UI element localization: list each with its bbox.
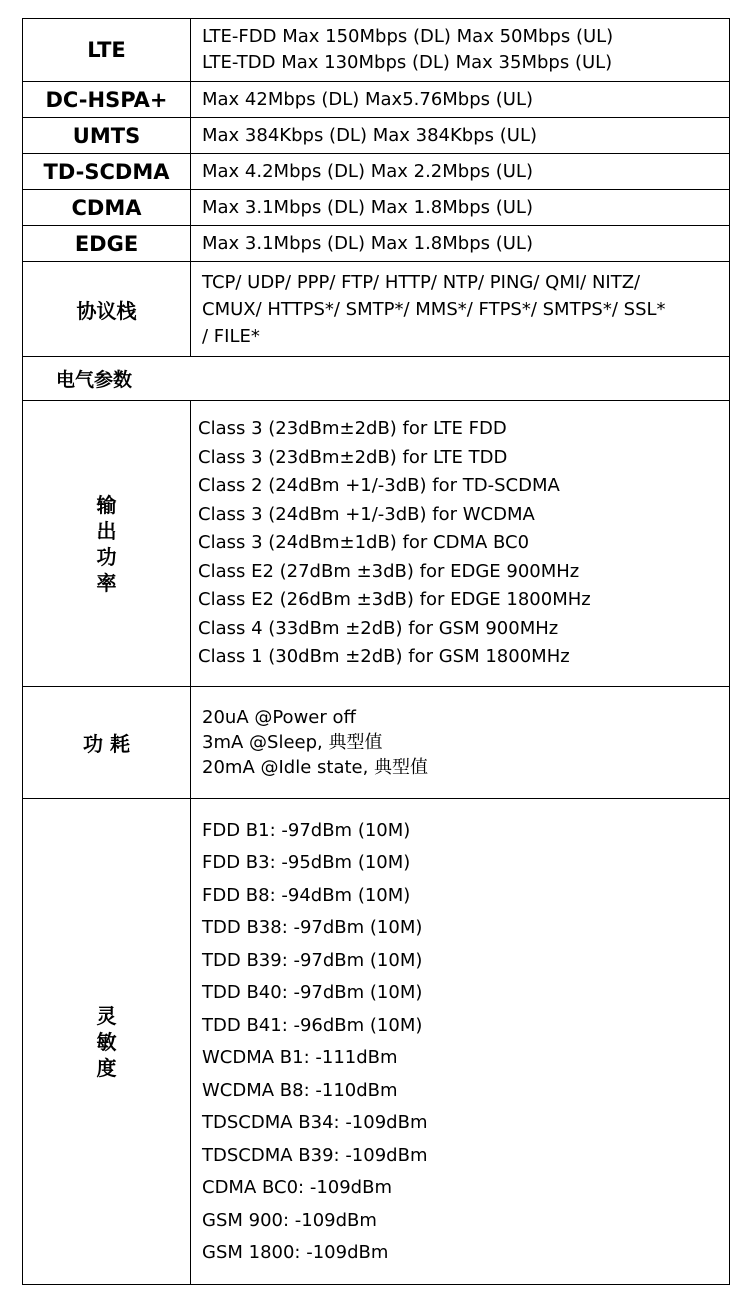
row-value-dchspa xyxy=(191,82,729,117)
sensitivity-line: FDD B1: -97dBm (10M) xyxy=(202,819,411,841)
label-char: 率 xyxy=(96,570,117,595)
row-value-cdma xyxy=(191,190,729,225)
row-value-umts xyxy=(191,118,729,153)
protocol-line: CMUX/ HTTPS*/ SMTP*/ MMS*/ FTPS*/ SMTPS*/ SSL* xyxy=(202,298,666,320)
row-label-umts: UMTS xyxy=(23,118,191,153)
sensitivity-line: TDSCDMA B39: -109dBm xyxy=(202,1144,428,1166)
label-char: 出 xyxy=(96,518,117,543)
power-line: 20uA @Power off xyxy=(202,707,356,728)
table-row-sensitivity xyxy=(23,799,729,1285)
row-label-protocol: 协议栈 xyxy=(23,262,191,356)
sensitivity-line: WCDMA B8: -110dBm xyxy=(202,1079,398,1101)
sensitivity-line: FDD B3: -95dBm (10M) xyxy=(202,852,411,873)
label-char: 敏 xyxy=(96,1030,117,1054)
label-char: 度 xyxy=(96,1056,117,1080)
label-char: 输 xyxy=(96,492,117,517)
table-row-cdma xyxy=(23,190,729,226)
table-row-protocol xyxy=(23,262,729,357)
row-value-output-power xyxy=(191,401,729,686)
value-text: Max 4.2Mbps (DL) Max 2.2Mbps (UL) xyxy=(202,161,533,182)
sensitivity-line: GSM 900: -109dBm xyxy=(202,1209,377,1231)
value-text: Max 3.1Mbps (DL) Max 1.8Mbps (UL) xyxy=(202,233,533,254)
output-power-line: Class 3 (23dBm±2dB) for LTE TDD xyxy=(198,446,508,468)
output-power-line: Class 4 (33dBm ±2dB) for GSM 900MHz xyxy=(198,617,559,639)
sensitivity-line: TDD B39: -97dBm (10M) xyxy=(202,949,423,971)
table-row-edge xyxy=(23,226,729,262)
row-label-power-consumption: 功 耗 xyxy=(23,687,191,798)
sensitivity-line: FDD B8: -94dBm (10M) xyxy=(202,884,411,906)
output-power-line: Class 3 (23dBm±2dB) for LTE FDD xyxy=(198,418,507,440)
sensitivity-line: TDSCDMA B34: -109dBm xyxy=(202,1112,428,1133)
spec-table xyxy=(22,18,730,1285)
sensitivity-line: TDD B38: -97dBm (10M) xyxy=(202,917,423,938)
table-row-power-consumption xyxy=(23,687,729,799)
row-value-sensitivity xyxy=(191,799,729,1285)
row-value-lte xyxy=(191,19,729,81)
table-row-dchspa xyxy=(23,82,729,118)
row-label-cdma: CDMA xyxy=(23,190,191,225)
row-label-dchspa: DC-HSPA+ xyxy=(23,82,191,117)
sensitivity-line: GSM 1800: -109dBm xyxy=(202,1242,389,1263)
output-power-line: Class 2 (24dBm +1/-3dB) for TD-SCDMA xyxy=(198,475,560,497)
table-row-tdscdma xyxy=(23,154,729,190)
protocol-line: TCP/ UDP/ PPP/ FTP/ HTTP/ NTP/ PING/ QMI/ NITZ/ xyxy=(202,271,641,293)
row-label-lte: LTE xyxy=(23,19,191,81)
lte-line: LTE-FDD Max 150Mbps (DL) Max 50Mbps (UL) xyxy=(202,26,614,47)
table-row-output-power xyxy=(23,401,729,687)
output-power-line: Class 3 (24dBm±1dB) for CDMA BC0 xyxy=(198,532,530,554)
sensitivity-line: CDMA BC0: -109dBm xyxy=(202,1177,392,1198)
table-row-lte xyxy=(23,19,729,82)
section-header-row xyxy=(23,357,729,401)
label-char: 灵 xyxy=(96,1004,117,1028)
label-char: 功 xyxy=(96,544,117,569)
row-label-tdscdma: TD-SCDMA xyxy=(23,154,191,189)
lte-line: LTE-TDD Max 130Mbps (DL) Max 35Mbps (UL) xyxy=(202,52,613,73)
output-power-line: Class E2 (27dBm ±3dB) for EDGE 900MHz xyxy=(198,560,580,582)
row-value-power-consumption xyxy=(191,687,729,798)
sensitivity-line: WCDMA B1: -111dBm xyxy=(202,1047,398,1068)
row-label-edge: EDGE xyxy=(23,226,191,261)
output-power-line: Class 1 (30dBm ±2dB) for GSM 1800MHz xyxy=(198,646,570,668)
row-value-tdscdma xyxy=(191,154,729,189)
output-power-line: Class E2 (26dBm ±3dB) for EDGE 1800MHz xyxy=(198,589,591,611)
section-title: 电气参数 xyxy=(56,369,133,391)
value-text: Max 42Mbps (DL) Max5.76Mbps (UL) xyxy=(202,89,533,110)
sensitivity-line: TDD B40: -97dBm (10M) xyxy=(202,982,423,1003)
row-value-protocol xyxy=(191,262,729,356)
table-row-umts xyxy=(23,118,729,154)
row-label-sensitivity xyxy=(23,799,191,1285)
power-line: 20mA @Idle state, 典型值 xyxy=(202,757,429,778)
row-value-edge xyxy=(191,226,729,261)
output-power-line: Class 3 (24dBm +1/-3dB) for WCDMA xyxy=(198,503,535,525)
value-text: Max 384Kbps (DL) Max 384Kbps (UL) xyxy=(202,125,537,146)
value-text: Max 3.1Mbps (DL) Max 1.8Mbps (UL) xyxy=(202,197,533,218)
power-line: 3mA @Sleep, 典型值 xyxy=(202,732,383,753)
sensitivity-line: TDD B41: -96dBm (10M) xyxy=(202,1014,423,1036)
protocol-line: / FILE* xyxy=(202,325,260,347)
row-label-output-power xyxy=(23,401,191,686)
